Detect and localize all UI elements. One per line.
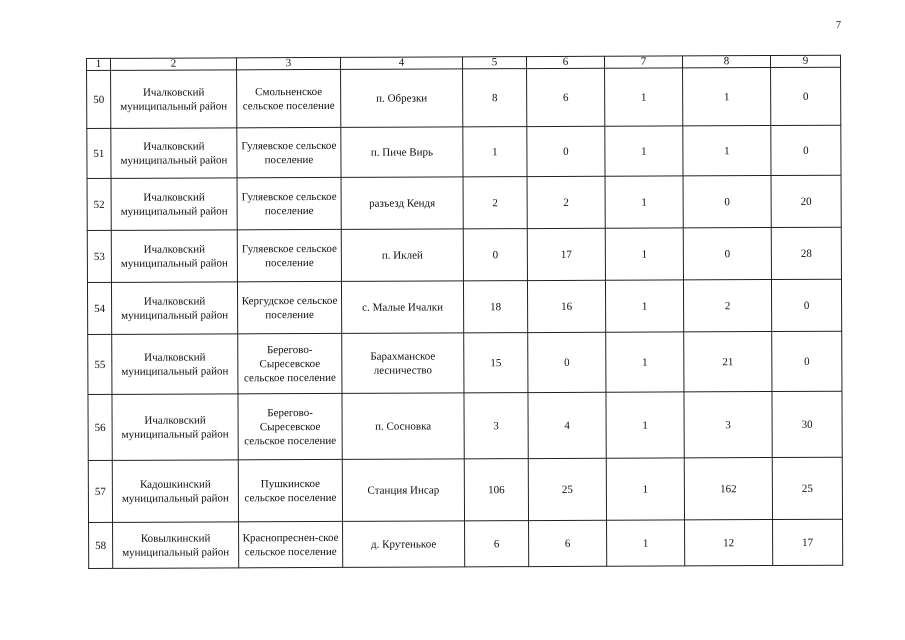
locality-cell: разъезд Кендя: [341, 177, 463, 230]
value-cell: 2: [527, 176, 605, 228]
row-number: 52: [87, 178, 111, 230]
district-cell: Ичалковский муниципальный район: [112, 334, 238, 395]
value-cell: 1: [683, 68, 771, 126]
settlement-cell: Гуляевское сельское поселение: [237, 127, 341, 177]
value-cell: 0: [771, 67, 841, 125]
column-header: 6: [526, 56, 604, 68]
locality-cell: п. Пиче Вирь: [341, 127, 463, 178]
value-cell: 1: [605, 228, 683, 280]
row-number: 55: [88, 334, 112, 394]
column-header: 7: [604, 56, 682, 68]
row-number: 57: [88, 460, 112, 522]
settlement-cell: Кергудское сельское поселение: [237, 281, 341, 333]
row-number: 53: [87, 230, 111, 282]
value-cell: 18: [463, 281, 527, 333]
column-header: 5: [462, 57, 526, 69]
district-cell: Ичалковский муниципальный район: [111, 178, 237, 231]
value-cell: 3: [464, 393, 528, 459]
settlement-cell: Смольненское сельское поселение: [237, 69, 341, 127]
row-number: 50: [87, 70, 111, 128]
district-cell: Ичалковский муниципальный район: [111, 282, 237, 335]
value-cell: 0: [683, 228, 771, 280]
table-row: [87, 227, 841, 282]
locality-cell: д. Крутенькое: [343, 521, 465, 568]
value-cell: 0: [683, 176, 771, 228]
table-row: [88, 457, 842, 522]
value-cell: 1: [463, 127, 527, 177]
value-cell: 106: [464, 459, 528, 521]
value-cell: 2: [683, 280, 771, 332]
value-cell: 20: [771, 175, 841, 227]
row-number: 51: [87, 128, 111, 178]
district-cell: Ичалковский муниципальный район: [111, 70, 237, 129]
table-row: [88, 331, 842, 394]
value-cell: 17: [773, 519, 843, 565]
value-cell: 162: [684, 458, 772, 520]
value-cell: 25: [528, 458, 606, 520]
row-number: 58: [89, 522, 113, 568]
page-number: 7: [836, 20, 841, 31]
locality-cell: Барахманское лесничество: [342, 333, 464, 394]
value-cell: 4: [528, 392, 606, 458]
value-cell: 0: [772, 331, 842, 391]
district-cell: Ичалковский муниципальный район: [112, 394, 238, 461]
value-cell: 0: [771, 279, 841, 331]
row-number: 54: [87, 282, 111, 334]
value-cell: 28: [771, 227, 841, 279]
table-row: [87, 175, 841, 230]
settlement-cell: Берегово-Сыресевское сельское поселение: [238, 333, 342, 393]
column-header: 4: [340, 57, 462, 70]
value-cell: 2: [463, 177, 527, 229]
value-cell: 3: [684, 392, 772, 458]
value-cell: 21: [684, 332, 772, 392]
value-cell: 1: [606, 458, 684, 520]
table-row: [87, 67, 841, 128]
value-cell: 1: [605, 176, 683, 228]
district-cell: Ковылкинский муниципальный район: [113, 522, 239, 569]
settlement-cell: Гуляевское сельское поселение: [237, 177, 341, 229]
row-number: 56: [88, 394, 112, 460]
value-cell: 0: [527, 126, 605, 176]
value-cell: 12: [685, 520, 773, 566]
value-cell: 6: [465, 521, 529, 567]
district-cell: Ичалковский муниципальный район: [111, 128, 237, 179]
value-cell: 1: [605, 68, 683, 126]
settlements-table: [86, 55, 843, 569]
value-cell: 1: [683, 126, 771, 176]
value-cell: 1: [607, 520, 685, 566]
value-cell: 30: [772, 391, 842, 457]
value-cell: 8: [463, 69, 527, 127]
table-row: [88, 391, 842, 460]
locality-cell: Станция Инсар: [342, 459, 464, 522]
value-cell: 1: [605, 280, 683, 332]
value-cell: 1: [605, 126, 683, 176]
value-cell: 25: [772, 457, 842, 519]
value-cell: 0: [463, 229, 527, 281]
settlement-cell: Пушкинское сельское поселение: [238, 459, 342, 521]
value-cell: 6: [529, 520, 607, 566]
value-cell: 17: [527, 228, 605, 280]
value-cell: 0: [528, 332, 606, 392]
table-row: [89, 519, 843, 568]
column-header: 2: [111, 58, 237, 71]
locality-cell: п. Сосновка: [342, 393, 464, 460]
district-cell: Ичалковский муниципальный район: [111, 230, 237, 283]
table-row: [87, 125, 841, 178]
value-cell: 15: [464, 333, 528, 393]
column-header: 8: [682, 56, 770, 68]
value-cell: 6: [527, 68, 605, 126]
settlement-cell: Краснопреснен-ское сельское поселение: [239, 521, 343, 567]
column-header: 9: [770, 55, 840, 67]
district-cell: Кадошкинский муниципальный район: [112, 460, 238, 523]
settlement-cell: Гуляевское сельское поселение: [237, 229, 341, 281]
value-cell: 16: [527, 280, 605, 332]
value-cell: 1: [606, 392, 684, 458]
settlement-cell: Берегово-Сыресевское сельское поселение: [238, 393, 342, 459]
locality-cell: п. Обрезки: [341, 69, 463, 128]
column-header: 3: [237, 57, 341, 69]
value-cell: 0: [771, 125, 841, 175]
table-row: [87, 279, 841, 334]
locality-cell: с. Малые Ичалки: [341, 281, 463, 334]
value-cell: 1: [606, 332, 684, 392]
column-header: 1: [87, 58, 111, 70]
locality-cell: п. Иклей: [341, 229, 463, 282]
